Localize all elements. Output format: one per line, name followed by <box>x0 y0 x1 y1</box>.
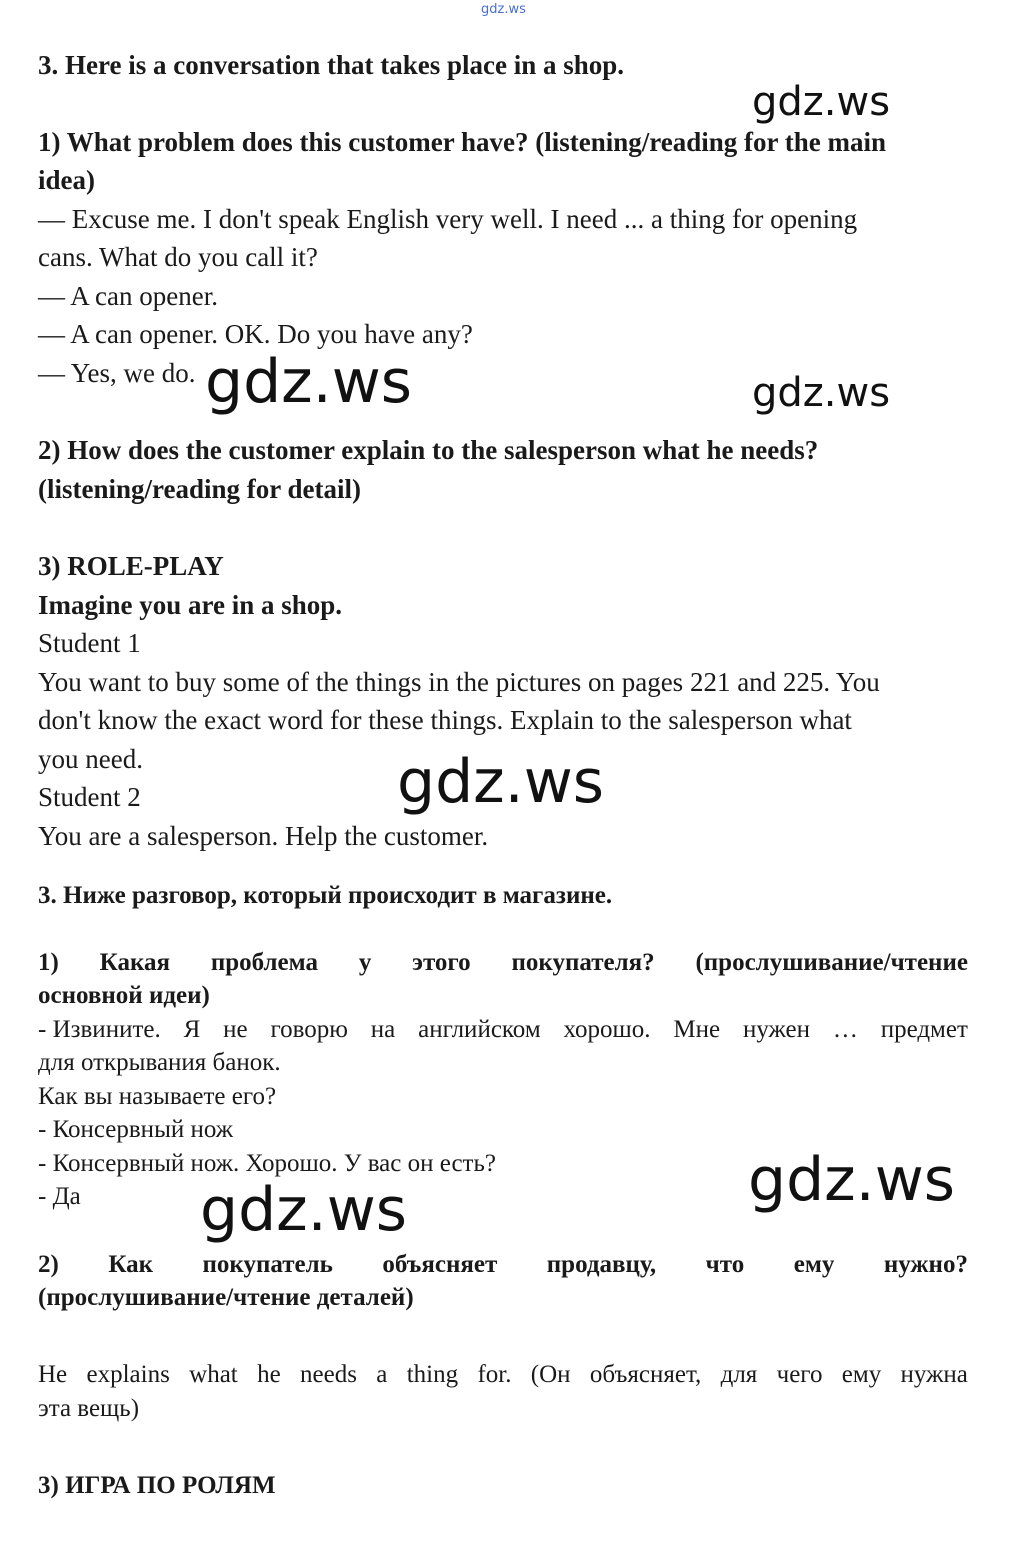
word: what <box>189 1361 238 1388</box>
word: Как <box>108 1251 154 1278</box>
word: (прослушивание/чтение <box>695 949 968 976</box>
word: говорю <box>270 1016 348 1043</box>
word: на <box>370 1016 396 1043</box>
word: thing <box>406 1361 459 1388</box>
russian-dialog-line: - Консервный нож <box>38 1116 234 1143</box>
word: … <box>832 1016 858 1043</box>
answer-line1 <box>38 1358 968 1392</box>
russian-q2-line2: (прослушивание/чтение деталей) <box>38 1284 414 1311</box>
word: продавцу, <box>546 1251 657 1278</box>
word: explains <box>86 1361 170 1388</box>
word: 2) <box>38 1251 59 1278</box>
english-q2-line2: (listening/reading for detail) <box>38 474 361 504</box>
word: a <box>376 1361 388 1388</box>
word: объясняет, <box>589 1361 702 1388</box>
word: нужно? <box>883 1251 968 1278</box>
word: Какая <box>99 949 171 976</box>
russian-dialog-line1 <box>38 1013 968 1047</box>
dialog-line: — Yes, we do. <box>38 358 196 388</box>
word: объясняет <box>382 1251 498 1278</box>
russian-dialog-line: для открывания банок. <box>38 1049 281 1076</box>
word: Мне <box>673 1016 721 1043</box>
student1-text-line: you need. <box>38 744 143 774</box>
answer-line2: эта вещь) <box>38 1395 140 1422</box>
student1-label: Student 1 <box>38 628 141 658</box>
word: ему <box>841 1361 882 1388</box>
dialog-line: — A can opener. OK. Do you have any? <box>38 319 473 349</box>
english-q2-line1: 2) How does the customer explain to the salesperson what he needs? <box>38 435 819 465</box>
russian-q1-line2: основной идеи) <box>38 982 210 1009</box>
word: for. <box>477 1361 512 1388</box>
english-q3-intro: Imagine you are in a shop. <box>38 590 343 620</box>
word: Я <box>183 1016 201 1043</box>
dialog-line: — A can opener. <box>38 281 218 311</box>
russian-dialog-line: - Да <box>38 1183 81 1210</box>
word: needs <box>300 1361 357 1388</box>
word: нужна <box>900 1361 968 1388</box>
russian-heading: 3. Ниже разговор, который происходит в магазине. <box>38 882 613 909</box>
russian-dialog-line: Как вы называете его? <box>38 1083 277 1110</box>
word: покупатель <box>202 1251 333 1278</box>
watermark: gdz.ws <box>748 1145 956 1215</box>
word: что <box>705 1251 745 1278</box>
dialog-line: — Excuse me. I don't speak English very well. I need ... a thing for opening <box>38 204 858 234</box>
russian-q1-line1 <box>38 946 968 980</box>
dialog-line: cans. What do you call it? <box>38 242 318 272</box>
word: He <box>38 1361 68 1388</box>
student1-text-line: You want to buy some of the things in the pictures on pages 221 and 225. You <box>38 667 880 697</box>
english-q1-line1: 1) What problem does this customer have? (listening/reading for the main <box>38 127 887 157</box>
russian-q3-title: 3) ИГРА ПО РОЛЯМ <box>38 1472 276 1499</box>
word: нужен <box>743 1016 810 1043</box>
student2-label: Student 2 <box>38 782 141 812</box>
russian-dialog-line: - Консервный нож. Хорошо. У вас он есть? <box>38 1150 496 1177</box>
student1-text-line: don't know the exact word for these things. Explain to the salesperson what <box>38 705 852 735</box>
english-q1-line2: idea) <box>38 165 95 195</box>
word: предмет <box>880 1016 968 1043</box>
word: у <box>358 949 372 976</box>
word: для <box>720 1361 758 1388</box>
word: покупателя? <box>511 949 655 976</box>
watermark: gdz.ws <box>205 347 413 417</box>
word: - Извините. <box>38 1016 161 1043</box>
student2-text: You are a salesperson. Help the customer. <box>38 821 489 851</box>
word: хорошо. <box>563 1016 651 1043</box>
word: ему <box>793 1251 835 1278</box>
word: английском <box>418 1016 541 1043</box>
english-q3-title: 3) ROLE-PLAY <box>38 551 224 581</box>
watermark: gdz.ws <box>200 1175 408 1245</box>
watermark: gdz.ws <box>397 747 605 817</box>
word: проблема <box>210 949 319 976</box>
watermark: gdz.ws <box>752 79 891 125</box>
watermark-top: gdz.ws <box>481 2 526 17</box>
russian-q2-line1 <box>38 1248 968 1282</box>
english-heading: 3. Here is a conversation that takes place in a shop. <box>38 50 624 80</box>
word: (Он <box>530 1361 571 1388</box>
word: этого <box>412 949 471 976</box>
watermark: gdz.ws <box>752 370 891 416</box>
word: чего <box>776 1361 823 1388</box>
word: he <box>257 1361 281 1388</box>
word: не <box>223 1016 248 1043</box>
word: 1) <box>38 949 59 976</box>
